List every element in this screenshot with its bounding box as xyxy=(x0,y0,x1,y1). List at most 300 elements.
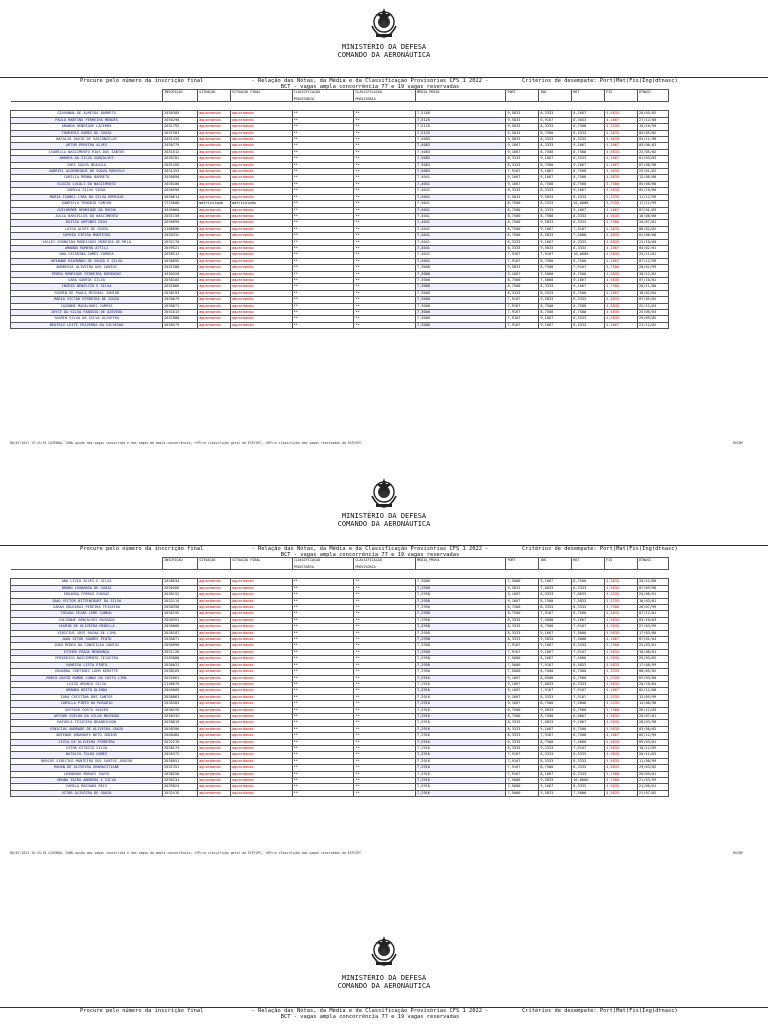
grade-cell: 7,9167 xyxy=(506,310,539,316)
grade-cell: 8,7500 xyxy=(572,669,605,675)
average-score: 7,2958 xyxy=(415,643,505,649)
classification: ** xyxy=(354,194,416,200)
final-status: aguardando xyxy=(230,790,292,796)
grade-cell: 8,3333 xyxy=(539,592,572,598)
status: aguardando xyxy=(198,213,231,219)
grade-cell: 9,5833 xyxy=(539,220,572,226)
classification: ** xyxy=(354,124,416,130)
final-status: aguardando xyxy=(230,643,292,649)
final-status: aguardando xyxy=(230,111,292,117)
final-status: aguardando xyxy=(230,322,292,328)
birth-date: 22/01/02 xyxy=(638,169,669,175)
grade-fis: 3,7500 xyxy=(605,284,638,290)
classification: ** xyxy=(292,322,354,328)
classification: ** xyxy=(354,226,416,232)
grade-fis: 4,1667 xyxy=(605,156,638,162)
birth-date: 20/12/00 xyxy=(638,579,669,585)
grade-fis: 4,5833 xyxy=(605,611,638,617)
classification: ** xyxy=(354,271,416,277)
grade-cell: 9,1667 xyxy=(506,181,539,187)
grade-fis: 4,5833 xyxy=(605,130,638,136)
grade-cell: 9,5833 xyxy=(506,265,539,271)
grade-fis: 4,1667 xyxy=(605,207,638,213)
classification: ** xyxy=(292,790,354,796)
grade-cell: 7,9167 xyxy=(506,297,539,303)
classification: ** xyxy=(292,694,354,700)
column-header-label: INSCRIÇÃO xyxy=(164,558,183,562)
registration-number: 2038063 xyxy=(163,694,198,700)
status: aguardando xyxy=(198,194,231,200)
final-status: aguardando xyxy=(230,617,292,623)
status: aguardando xyxy=(198,579,231,585)
classification: ** xyxy=(354,284,416,290)
average-score: 7,3000 xyxy=(415,316,505,322)
registration-number: 2030090 xyxy=(163,175,198,181)
final-status: aguardando xyxy=(230,733,292,739)
grade-fis: 3,7500 xyxy=(605,220,638,226)
registration-number: 2038193 xyxy=(163,290,198,296)
grade-fis: 4,5833 xyxy=(605,271,638,277)
grade-cell: 7,9167 xyxy=(539,611,572,617)
column-header-inscricao xyxy=(163,558,198,570)
header-mid-2: BCT - vagas ampla concorrência 77 e 19 vagas reservadas xyxy=(280,84,460,90)
grade-cell: 7,9167 xyxy=(539,688,572,694)
grade-cell: 8,3333 xyxy=(539,137,572,143)
grade-cell: 8,3333 xyxy=(506,720,539,726)
final-status: aguardando xyxy=(230,265,292,271)
final-status: aguardando xyxy=(230,316,292,322)
birth-date: 27/03/99 xyxy=(638,624,669,630)
classification: ** xyxy=(292,220,354,226)
average-score: 7,5083 xyxy=(415,143,505,149)
final-status: aguardando xyxy=(230,585,292,591)
average-score: 7,4041 xyxy=(415,226,505,232)
average-score: 7,4041 xyxy=(415,194,505,200)
registration-number: 2032661 xyxy=(163,675,198,681)
grade-cell: 9,5833 xyxy=(506,130,539,136)
grade-cell: 8,7500 xyxy=(539,310,572,316)
birth-date: 05/12/99 xyxy=(638,733,669,739)
registration-number: 2030432 xyxy=(163,713,198,719)
column-header-class_prov1 xyxy=(292,90,354,102)
registration-number: 2030079 xyxy=(163,297,198,303)
candidate-name: PEDRO HENRIQUE FERREIRA DOMINGOS xyxy=(11,271,163,277)
average-score: 7,3000 xyxy=(415,271,505,277)
footer-legend: 08/07/2021 19:43:45 LEGENDA: GVNU-opção das vagas concorrida e das vagas da ampla concorrência, <CP>=a classifição geral da ESP/GPC, <RP>=a classifição das vagas reservadas da ESP/GPC xyxy=(10,441,362,445)
candidate-name: ESTHER FRAGA MENDONÇA xyxy=(11,649,163,655)
classification: ** xyxy=(354,245,416,251)
classification: ** xyxy=(292,310,354,316)
status: aguardando xyxy=(198,726,231,732)
final-status: aguardando xyxy=(230,662,292,668)
average-score: 7,2916 xyxy=(415,694,505,700)
column-header-label: INSCRIÇÃO xyxy=(164,90,183,94)
average-score: 7,2916 xyxy=(415,733,505,739)
candidate-name: ANDREA DA SILVA GONÇALVES xyxy=(11,156,163,162)
grade-fis: 4,5833 xyxy=(605,624,638,630)
birth-date: 21/07/02 xyxy=(638,790,669,796)
grade-cell: 7,5000 xyxy=(506,778,539,784)
grade-cell: 9,1667 xyxy=(506,271,539,277)
birth-date: 30/08/01 xyxy=(638,649,669,655)
final-status: aguardando xyxy=(230,156,292,162)
candidate-name: EDUARDA FERRAZ CHAGAS xyxy=(11,592,163,598)
registration-number: 2032419 xyxy=(163,790,198,796)
classification: ** xyxy=(292,713,354,719)
header-mid-1: - Relação das Notas, da Média e da Classificação Provisórias CFS 1 2022 - xyxy=(251,546,489,552)
grade-fis: 4,1667 xyxy=(605,245,638,251)
grade-cell: 8,3333 xyxy=(506,739,539,745)
birth-date: 25/06/03 xyxy=(638,310,669,316)
grade-cell: 7,5000 xyxy=(572,637,605,643)
grade-cell: 9,5833 xyxy=(539,778,572,784)
grade-cell: 8,3333 xyxy=(539,207,572,213)
classification: ** xyxy=(292,733,354,739)
candidate-name: PAULO MARTINS FERREIRA MENDES xyxy=(11,117,163,123)
grade-cell: 9,1667 xyxy=(572,720,605,726)
status: aguardando xyxy=(198,149,231,155)
org-line2: COMANDO DA AERONÁUTICA xyxy=(337,981,431,990)
grade-cell: 7,9167 xyxy=(506,316,539,322)
average-score: 7,2916 xyxy=(415,675,505,681)
grade-cell: 8,3333 xyxy=(539,201,572,207)
grade-cell: 8,7500 xyxy=(506,213,539,219)
status: aguardando xyxy=(198,745,231,751)
classification: ** xyxy=(354,662,416,668)
grade-cell: 7,5000 xyxy=(572,656,605,662)
column-header-port xyxy=(506,558,539,570)
column-header-fis xyxy=(605,90,638,102)
status: aguardando xyxy=(198,656,231,662)
classification: ** xyxy=(354,752,416,758)
org-line1: MINISTÉRIO DA DEFESA xyxy=(341,43,427,51)
column-header-label: DTNASC xyxy=(639,90,652,94)
candidate-name: ELOIZA LUCALI DO NASCIMENTO xyxy=(11,181,163,187)
grade-cell: 7,5000 xyxy=(572,701,605,707)
column-header-sublabel: PROVISÓRIA xyxy=(293,97,315,102)
status: aguardando xyxy=(198,220,231,226)
grade-cell: 8,7500 xyxy=(572,169,605,175)
registration-number: 2031613 xyxy=(163,310,198,316)
grade-cell: 8,7500 xyxy=(572,149,605,155)
status: aguardando xyxy=(198,617,231,623)
average-score: 7,2958 xyxy=(415,669,505,675)
grade-cell: 7,9167 xyxy=(572,745,605,751)
brasao-icon xyxy=(367,476,401,510)
grade-cell: 8,5833 xyxy=(539,233,572,239)
grade-fis: 4,5833 xyxy=(605,297,638,303)
status: aguardando xyxy=(198,662,231,668)
grade-cell: 8,7500 xyxy=(539,624,572,630)
classification: ** xyxy=(292,277,354,283)
grade-cell: 7,5000 xyxy=(506,579,539,585)
registration-number: 2031126 xyxy=(163,649,198,655)
birth-date: 17/08/99 xyxy=(638,662,669,668)
birth-date: 16/03/01 xyxy=(638,598,669,604)
grade-cell: 9,5833 xyxy=(539,297,572,303)
registration-number: 2030614 xyxy=(163,194,198,200)
birth-date: 07/12/01 xyxy=(638,611,669,617)
classification: ** xyxy=(354,611,416,617)
column-header-label: SITUAÇÃO FINAL xyxy=(231,90,261,94)
final-status: aguardando xyxy=(230,169,292,175)
org-title xyxy=(0,513,768,528)
registration-number: 2108096 xyxy=(163,226,198,232)
grade-fis: 4,5833 xyxy=(605,649,638,655)
status: aguardando xyxy=(198,245,231,251)
average-score: 7,2916 xyxy=(415,726,505,732)
registration-number: 2183080 xyxy=(163,656,198,662)
final-status: aguardando xyxy=(230,707,292,713)
classification: ** xyxy=(354,701,416,707)
birth-date: 14/08/98 xyxy=(638,701,669,707)
average-score: 7,2958 xyxy=(415,624,505,630)
average-score: 7,4041 xyxy=(415,188,505,194)
average-score: 7,2916 xyxy=(415,765,505,771)
birth-date: 20/10/04 xyxy=(638,681,669,687)
classification: ** xyxy=(354,598,416,604)
grade-cell: 9,1667 xyxy=(539,630,572,636)
final-status: aguardando xyxy=(230,130,292,136)
candidate-name: FREDERICO NASCIMENTO TEIXEIRA xyxy=(11,656,163,662)
grade-fis: 3,7500 xyxy=(605,778,638,784)
grade-cell: 9,1667 xyxy=(572,617,605,623)
grade-cell: 7,9167 xyxy=(506,169,539,175)
table-header-row xyxy=(11,90,708,102)
candidate-name: CAMILA MACHADO REIS xyxy=(11,784,163,790)
grade-cell: 8,3333 xyxy=(572,784,605,790)
average-score: 7,3000 xyxy=(415,265,505,271)
status: aguardando xyxy=(198,605,231,611)
registration-number: 2039521 xyxy=(163,245,198,251)
column-header-media xyxy=(415,90,505,102)
classification: ** xyxy=(354,605,416,611)
status: aguardando xyxy=(198,297,231,303)
final-status: aguardando xyxy=(230,765,292,771)
final-status: aguardando xyxy=(230,688,292,694)
status: aguardando xyxy=(198,790,231,796)
birth-date: 21/12/02 xyxy=(638,322,669,328)
grade-fis: 4,5833 xyxy=(605,175,638,181)
grade-cell: 8,7500 xyxy=(572,181,605,187)
status: aguardando xyxy=(198,258,231,264)
final-status: aguardando xyxy=(230,681,292,687)
final-status: aguardando xyxy=(230,752,292,758)
grade-fis: 3,3333 xyxy=(605,124,638,130)
registration-number: 2038155 xyxy=(163,707,198,713)
candidate-name: CAMILA SILVA VIDAL xyxy=(11,188,163,194)
final-status: aguardando xyxy=(230,739,292,745)
final-status: aguardando xyxy=(230,188,292,194)
classification: ** xyxy=(292,258,354,264)
average-score: 7,4041 xyxy=(415,239,505,245)
classification: ** xyxy=(354,258,416,264)
final-status: aguardando xyxy=(230,726,292,732)
candidate-name: LÍVIA DE OLIVEIRA FERREIRA xyxy=(11,739,163,745)
birth-date: 18/02/04 xyxy=(638,290,669,296)
final-status: aguardando xyxy=(230,624,292,630)
classification: ** xyxy=(292,752,354,758)
classification: ** xyxy=(354,201,416,207)
registration-number: 2030372 xyxy=(163,752,198,758)
classification: ** xyxy=(292,162,354,168)
grade-fis: 4,5833 xyxy=(605,681,638,687)
classification: ** xyxy=(292,637,354,643)
classification: ** xyxy=(292,585,354,591)
grade-cell: 8,3333 xyxy=(539,758,572,764)
grade-fis: 3,3333 xyxy=(605,694,638,700)
grade-cell: 8,3333 xyxy=(572,156,605,162)
registration-number: 2038250 xyxy=(163,771,198,777)
grade-cell: 8,3333 xyxy=(572,758,605,764)
grade-fis: 4,1667 xyxy=(605,290,638,296)
column-header-label: PORT xyxy=(507,558,516,562)
average-score: 7,2958 xyxy=(415,649,505,655)
column-header-situacao_final xyxy=(230,90,292,102)
grade-cell: 9,1667 xyxy=(506,675,539,681)
average-score: 7,5125 xyxy=(415,124,505,130)
registration-number: 2031455 xyxy=(163,162,198,168)
registration-number: 2038019 xyxy=(163,720,198,726)
grade-cell: 8,3333 xyxy=(572,316,605,322)
grade-cell: 9,1667 xyxy=(572,277,605,283)
final-status: aguardando xyxy=(230,117,292,123)
grade-fis: 4,5833 xyxy=(605,579,638,585)
table-row xyxy=(11,790,708,796)
column-header-situacao xyxy=(198,90,231,102)
grade-cell: 9,5833 xyxy=(539,194,572,200)
registration-number: 2030174 xyxy=(163,745,198,751)
registration-number: 2038051 xyxy=(163,758,198,764)
status: aguardando xyxy=(198,265,231,271)
grade-cell: 10,0000 xyxy=(572,201,605,207)
status: aguardando xyxy=(198,130,231,136)
final-status: aguardando xyxy=(230,213,292,219)
registration-number: 2038187 xyxy=(163,630,198,636)
registration-number: 2038169 xyxy=(163,669,198,675)
grade-fis: 4,5833 xyxy=(605,784,638,790)
column-header-label: MÉDIA_PROVA xyxy=(416,90,440,94)
header-right: Critérios de desempate: Port(Mat(Fis(Ing(dtnasc) xyxy=(522,78,678,84)
status: matriculado xyxy=(198,201,231,207)
grade-cell: 8,3333 xyxy=(506,245,539,251)
status: aguardando xyxy=(198,733,231,739)
classification: ** xyxy=(354,169,416,175)
classification: ** xyxy=(354,630,416,636)
grade-cell: 8,5833 xyxy=(572,117,605,123)
final-status: aguardando xyxy=(230,220,292,226)
final-status: aguardando xyxy=(230,258,292,264)
grade-fis: 4,5833 xyxy=(605,239,638,245)
classification: ** xyxy=(354,765,416,771)
grade-cell: 8,3333 xyxy=(539,752,572,758)
candidate-name: YASMIN DE OLIVEIRA MEDELLA xyxy=(11,624,163,630)
classification: ** xyxy=(292,598,354,604)
grade-cell: 7,5000 xyxy=(572,739,605,745)
classification: ** xyxy=(292,271,354,277)
average-score: 7,2958 xyxy=(415,630,505,636)
classification: ** xyxy=(354,739,416,745)
grade-cell: 9,1667 xyxy=(572,207,605,213)
classification: ** xyxy=(292,156,354,162)
grade-cell: 9,1667 xyxy=(539,579,572,585)
classification: ** xyxy=(292,297,354,303)
column-header-port xyxy=(506,90,539,102)
average-score: 7,3000 xyxy=(415,290,505,296)
birth-date: 25/08/01 xyxy=(638,592,669,598)
classification: ** xyxy=(292,111,354,117)
grade-cell: 7,9167 xyxy=(506,303,539,309)
grade-cell: 8,0667 xyxy=(572,713,605,719)
final-status: aguardando xyxy=(230,713,292,719)
grade-cell: 8,3333 xyxy=(539,111,572,117)
grade-cell: 9,5833 xyxy=(506,137,539,143)
status: aguardando xyxy=(198,688,231,694)
candidate-name: BEATRIZ LEITE FRIZERRA DA SILVEIRA xyxy=(11,322,163,328)
grade-cell: 6,9167 xyxy=(539,117,572,123)
candidate-name: AMANDA BRITO OLINDA xyxy=(11,688,163,694)
final-status: aguardando xyxy=(230,605,292,611)
classification: ** xyxy=(292,739,354,745)
birth-date: 11/08/99 xyxy=(638,758,669,764)
grade-cell: 9,1667 xyxy=(539,322,572,328)
grade-cell: 8,3333 xyxy=(572,765,605,771)
grade-cell: 7,5000 xyxy=(539,277,572,283)
registration-number: 2030305 xyxy=(163,111,198,117)
registration-number: 2030303 xyxy=(163,701,198,707)
grade-fis: 4,5833 xyxy=(605,630,638,636)
candidate-name: VITOR OLIVEIRA DE SOUZA xyxy=(11,790,163,796)
grade-cell: 8,7500 xyxy=(506,233,539,239)
grade-cell: 8,7500 xyxy=(572,733,605,739)
classification: ** xyxy=(354,624,416,630)
candidate-name: EDUARDA CORTINES LAHR KEROTTE xyxy=(11,669,163,675)
classification: ** xyxy=(292,771,354,777)
registration-number: 2031612 xyxy=(163,149,198,155)
birth-date: 03/08/02 xyxy=(638,726,669,732)
status: aguardando xyxy=(198,784,231,790)
birth-date: 21/10/00 xyxy=(638,239,669,245)
birth-date: 20/07/01 xyxy=(638,713,669,719)
grade-cell: 8,7500 xyxy=(539,303,572,309)
candidate-name: RAFAELA TEIXEIRA BRANDILHON xyxy=(11,720,163,726)
final-status: aguardando xyxy=(230,277,292,283)
classification: ** xyxy=(292,701,354,707)
grade-cell: 8,7500 xyxy=(506,207,539,213)
classification: ** xyxy=(354,156,416,162)
candidate-name: ANA LÍVIA ALVES E SILVA xyxy=(11,579,163,585)
final-status: aguardando xyxy=(230,758,292,764)
status: aguardando xyxy=(198,290,231,296)
grade-cell: 7,9167 xyxy=(572,265,605,271)
final-status: aguardando xyxy=(230,611,292,617)
candidate-name: GUSTAVO COSTA XAVIER xyxy=(11,707,163,713)
column-header-ing xyxy=(539,558,572,570)
average-score: 7,2916 xyxy=(415,713,505,719)
final-status: aguardando xyxy=(230,124,292,130)
column-header-label: SITUAÇÃO xyxy=(199,558,216,562)
average-score: 7,2916 xyxy=(415,758,505,764)
final-status: aguardando xyxy=(230,297,292,303)
registration-number: 2030071 xyxy=(163,637,198,643)
candidate-name: JOÃO VITOR SOARES PINTO xyxy=(11,637,163,643)
grade-fis: 4,5833 xyxy=(605,790,638,796)
birth-date: 29/03/02 xyxy=(638,765,669,771)
grade-cell: 7,9167 xyxy=(506,643,539,649)
final-status: aguardando xyxy=(230,207,292,213)
final-status: aguardando xyxy=(230,175,292,181)
grade-fis: 4,5833 xyxy=(605,303,638,309)
